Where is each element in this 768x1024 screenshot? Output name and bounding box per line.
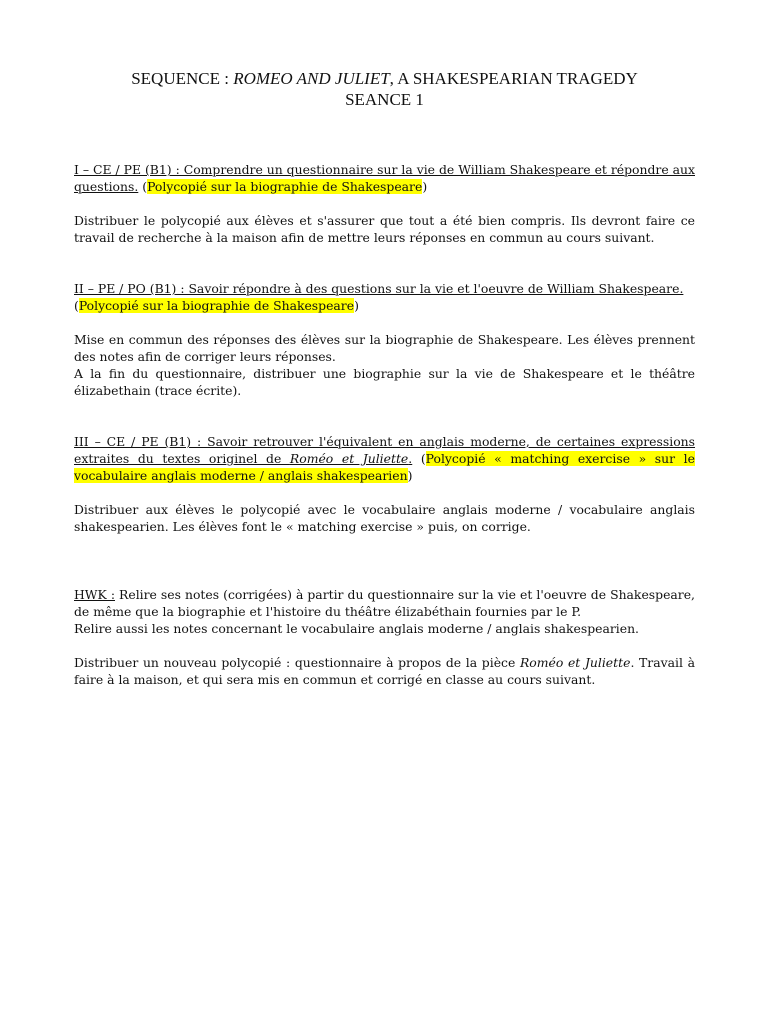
homework-text-3 bbox=[74, 654, 695, 688]
section-2-handout-highlight: Polycopié sur la biographie de Shakespeare bbox=[78, 298, 355, 313]
paren-close: ) bbox=[407, 468, 413, 483]
section-2-body-1: Mise en commun des réponses des élèves sur la biographie de Shakespeare. Les élèves prennent des notes afin de corriger leurs réponses. bbox=[74, 332, 695, 364]
homework-label: HWK : bbox=[74, 587, 115, 602]
homework-text-2: Relire aussi les notes concernant le vocabulaire anglais moderne / anglais shakespearien. bbox=[74, 621, 639, 636]
paren-open: ( bbox=[74, 298, 79, 313]
paren-close: ) bbox=[354, 298, 359, 313]
section-3-heading-part-b: . bbox=[408, 451, 413, 466]
homework-text-3-part-a: Distribuer un nouveau polycopié : questionnaire à propos de la pièce bbox=[74, 655, 520, 670]
section-3-body: Distribuer aux élèves le polycopié avec le vocabulaire anglais moderne / vocabulaire anglais shakespearien. Les élèves font le « matching exercise » puis, on corrige. bbox=[74, 502, 695, 534]
title-play-name: ROMEO AND JULIET bbox=[233, 69, 390, 88]
homework-text-1: Relire ses notes (corrigées) à partir du questionnaire sur la vie et l'oeuvre de Shakespeare, de même que la biographie et l'histoire du théâtre élizabéthain fournies par le P. bbox=[74, 587, 695, 619]
section-2-heading-text: II – PE / PO (B1) : Savoir répondre à des questions sur la vie et l'oeuvre de William Shakespeare. bbox=[74, 281, 684, 296]
section-3-handout-highlight: Polycopié « matching exercise » sur le vocabulaire anglais moderne / anglais shakespearien bbox=[74, 451, 695, 483]
section-3-heading-part-a: III – CE / PE (B1) : Savoir retrouver l'équivalent en anglais moderne, de certaines expressions extraites du textes originel de bbox=[74, 434, 695, 466]
section-1-heading bbox=[74, 161, 695, 195]
homework-block bbox=[74, 586, 695, 637]
section-2-heading bbox=[74, 280, 695, 314]
homework-text-3-part-b: . Travail à faire à la maison, et qui sera mis en commun et corrigé en classe au cours suivant. bbox=[74, 655, 695, 687]
session-title: SEANCE 1 bbox=[345, 90, 424, 109]
homework-play-name: Roméo et Juliette bbox=[519, 655, 631, 670]
section-3-heading bbox=[74, 433, 695, 484]
section-3-play-name: Roméo et Juliette bbox=[289, 451, 409, 466]
document-page bbox=[74, 68, 695, 688]
title-prefix: SEQUENCE : bbox=[131, 69, 234, 88]
title-suffix: , A SHAKESPEARIAN TRAGEDY bbox=[389, 69, 638, 88]
section-1-handout-highlight: Polycopié sur la biographie de Shakespeare bbox=[147, 179, 423, 194]
section-1-body: Distribuer le polycopié aux élèves et s'assurer que tout a été bien compris. Ils devront faire ce travail de recherche à la maison afin de mettre leurs réponses en commun au cours suivant. bbox=[74, 213, 695, 245]
document-title bbox=[74, 68, 695, 110]
paren-close: ) bbox=[422, 179, 428, 194]
paren-open: ( bbox=[138, 179, 148, 194]
paren-open: ( bbox=[412, 451, 426, 466]
section-1-heading-text: I – CE / PE (B1) : Comprendre un questionnaire sur la vie de William Shakespeare et répondre aux questions. bbox=[74, 162, 695, 194]
section-2-body-2: A la fin du questionnaire, distribuer une biographie sur la vie de Shakespeare et le théâtre élizabethain (trace écrite). bbox=[74, 366, 695, 398]
